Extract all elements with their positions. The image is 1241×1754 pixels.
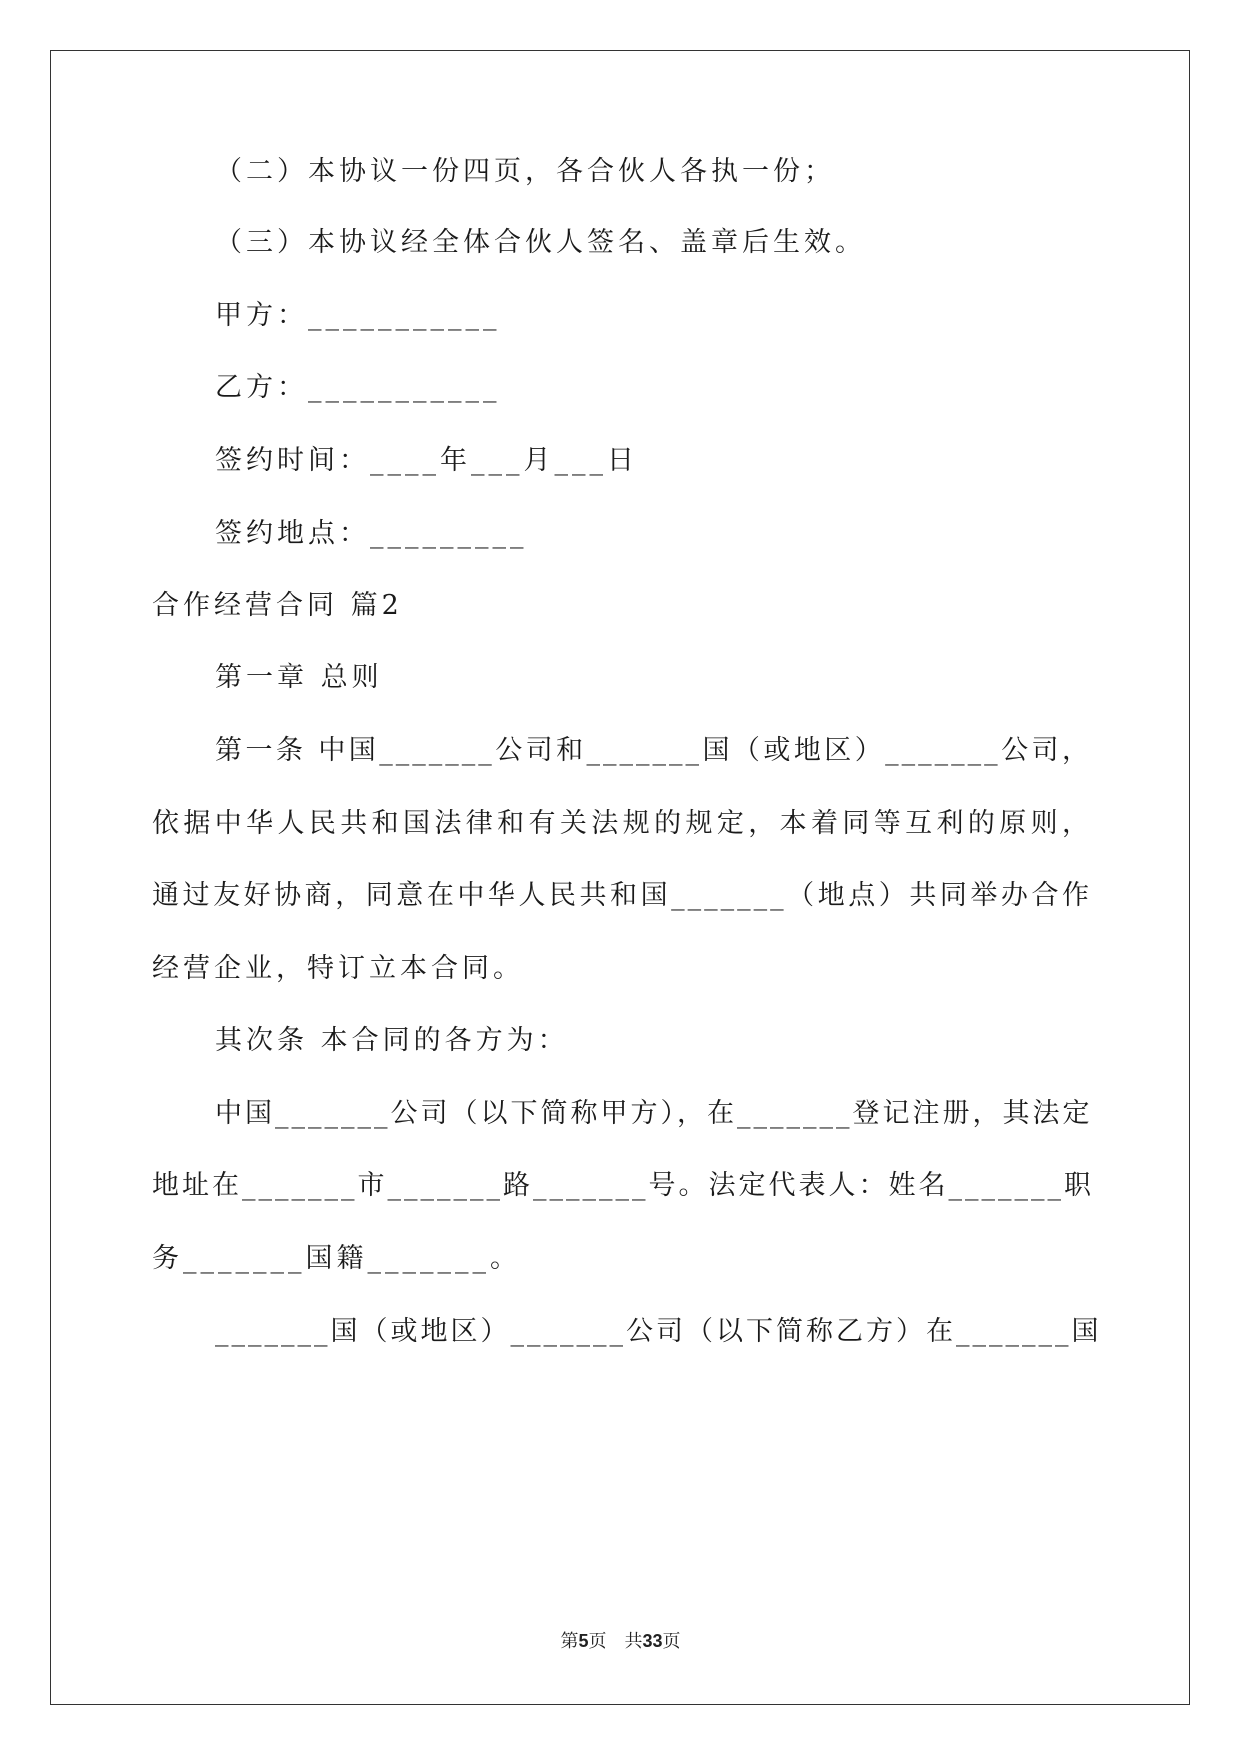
chapter-heading: 第一章 总则 — [215, 662, 383, 693]
footer-middle: 页 共 — [588, 1631, 643, 1652]
article-2-heading: 其次条 本合同的各方为： — [215, 1025, 569, 1056]
footer-suffix: 页 — [662, 1631, 681, 1652]
party-a-line: 甲方：___________ — [215, 300, 501, 331]
signing-date-line: 签约时间：____年___月___日 — [215, 445, 638, 476]
party-a-desc-line-3: 务_______国籍_______。 — [152, 1243, 521, 1274]
article-1-line-2: 依据中华人民共和国法律和有关法规的规定，本着同等互利的原则， — [152, 808, 1092, 839]
party-b-line: 乙方：___________ — [215, 372, 501, 403]
party-a-desc-line-1: 中国_______公司（以下简称甲方），在_______登记注册，其法定 — [215, 1098, 1093, 1129]
article-1-line-4: 经营企业，特订立本合同。 — [152, 953, 524, 984]
article-1-line-1: 第一条 中国_______公司和_______国（或地区）_______公司， — [215, 735, 1092, 766]
section-title: 合作经营合同 篇2 — [152, 590, 403, 621]
signing-place-line: 签约地点：_________ — [215, 518, 528, 549]
page-footer — [0, 1627, 1241, 1653]
text-line-2: （三）本协议经全体合伙人签名、盖章后生效。 — [215, 227, 866, 258]
text-line-1: （二）本协议一份四页，各合伙人各执一份； — [215, 156, 835, 187]
footer-prefix: 第 — [560, 1631, 579, 1652]
footer-total-pages: 33 — [642, 1631, 663, 1651]
footer-page-number: 5 — [578, 1631, 589, 1651]
article-1-line-3: 通过友好协商，同意在中华人民共和国_______（地点）共同举办合作 — [152, 880, 1092, 911]
party-a-desc-line-2: 地址在_______市_______路_______号。法定代表人：姓名_______职 — [152, 1170, 1094, 1201]
party-b-desc-line-1: _______国（或地区）_______公司（以下简称乙方）在_______国 — [215, 1316, 1102, 1347]
